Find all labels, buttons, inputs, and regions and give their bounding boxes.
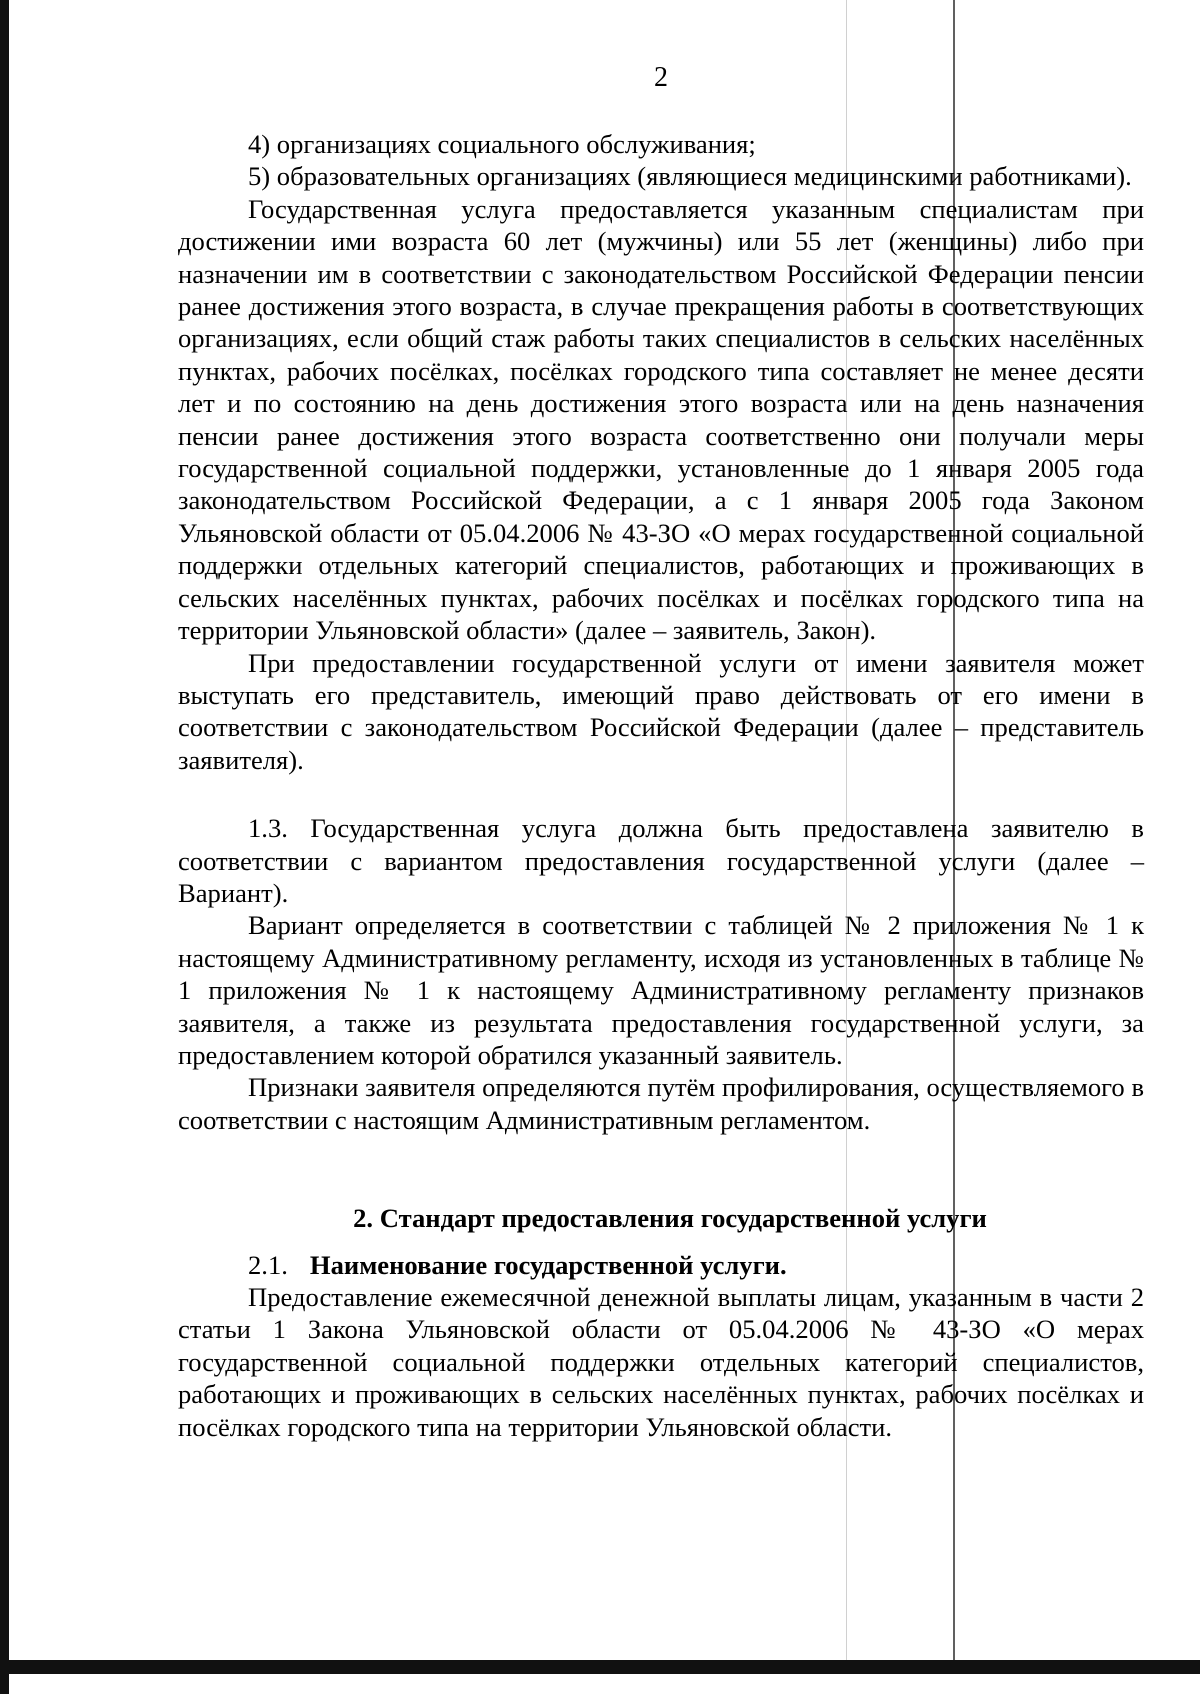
spacer <box>178 1235 1144 1249</box>
paragraph-1-3: 1.3. Государственная услуга должна быть предоставлена заявителю в соответствии с вариантом предоставления государственной услуги (далее – Вариант). <box>178 813 1144 908</box>
spacer <box>178 1136 1144 1202</box>
scan-edge-left <box>0 0 9 1694</box>
section-heading: 2. Стандарт предоставления государственной услуги <box>353 1203 987 1234</box>
subsection-title: Наименование государственной услуги. <box>309 1249 787 1280</box>
paragraph-profiling: Признаки заявителя определяются путём профилирования, осуществляемого в соответствии с настоящим Административным регламентом. <box>178 1072 1144 1135</box>
paragraph-item-5: 5) образовательных организациях (являющиеся медицинскими работниками). <box>248 161 1132 192</box>
paragraph-variant: Вариант определяется в соответствии с таблицей № 2 приложения № 1 к настоящему Административному регламенту, исходя из установленных в таблице № 1 приложения № 1 к настоящему Административному регламенту признаков заявителя, а также из результата предоставления государственной услуги, за предоставлением которой обратился указанный заявитель. <box>178 910 1144 1070</box>
paragraph-service-name: Предоставление ежемесячной денежной выплаты лицам, указанным в части 2 статьи 1 Закона Ульяновской области от 05.04.2006 № 43-ЗО «О мерах государственной социальной поддержки отдельных категорий специалистов, работающих и проживающих в сельских населённых пунктах, рабочих посёлках и посёлках городского типа на территории Ульяновской области. <box>178 1282 1144 1442</box>
subsection-heading <box>178 1249 1144 1281</box>
paragraph-representative: При предоставлении государственной услуги от имени заявителя может выступать его представитель, имеющий право действовать от его имени в соответствии с законодательством Российской Федерации (далее – представитель заявителя). <box>178 647 1144 775</box>
spacer <box>178 776 1144 812</box>
paragraph-service-conditions: Государственная услуга предоставляется указанным специалистам при достижении ими возраста 60 лет (мужчины) или 55 лет (женщины) либо при назначении им в соответствии с законодательством Российской Федерации пенсии ранее достижения этого возраста, в случае прекращения работы в соответствующих организациях, если общий стаж работы таких специалистов в сельских населённых пунктах, рабочих посёлках, посёлках городского типа составляет не менее десяти лет и по состоянию на день достижения этого возраста или на день назначения пенсии ранее достижения этого возраста соответственно они получали меры государственной социальной поддержки, установленные до 1 января 2005 года законодательством Российской Федерации, а с 1 января 2005 года Законом Ульяновской области от 05.04.2006 № 43-ЗО «О мерах государственной социальной поддержки отдельных категорий специалистов, работающих и проживающих в сельских населённых пунктах, рабочих посёлках и посёлках городского типа на территории Ульяновской области» (далее – заявитель, Закон). <box>178 193 1144 646</box>
scan-edge-bottom <box>0 1660 1200 1674</box>
page-number: 2 <box>654 62 668 93</box>
paragraph-item-4: 4) организациях социального обслуживания; <box>248 129 756 159</box>
subsection-number: 2.1. <box>248 1249 288 1280</box>
body-text <box>178 128 1144 1443</box>
